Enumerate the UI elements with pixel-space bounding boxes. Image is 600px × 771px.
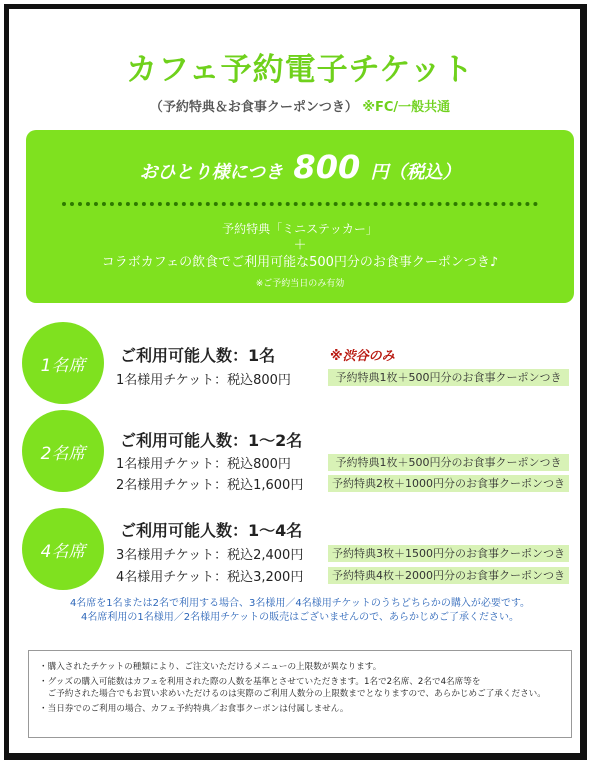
ticket-label: 3名様用チケット：税込2,400円 — [116, 548, 304, 563]
terms-box — [28, 650, 572, 738]
ticket-label: 1名様用チケット：税込800円 — [116, 457, 291, 472]
section-title-3: ご利用可能人数：1〜4名 — [120, 521, 303, 540]
shibuya-only-note: ※渋谷のみ — [330, 349, 395, 364]
price-value: 800 — [293, 148, 361, 186]
price-line — [26, 148, 574, 186]
ticket-bonus-tag: 予約特典1枚＋500円分のお食事クーポンつき — [328, 454, 569, 471]
ticket-label: 1名様用チケット：税込800円 — [116, 373, 291, 388]
dotted-divider — [62, 202, 538, 206]
seat-circle-4: 4名席 — [22, 508, 104, 590]
terms-line: ご予約された場合でもお買い求めいただけるのは実際のご利用人数分の上限数までとなりますので、あらかじめご了承ください。 — [39, 688, 546, 699]
terms-line: ・グッズの購入可能数はカフェを利用された際の人数を基準とさせていただきます。1名で2名席、2名で4名席等を — [39, 676, 481, 687]
ticket-bonus-tag: 予約特典2枚＋1000円分のお食事クーポンつき — [328, 475, 569, 492]
page-subtitle — [0, 96, 600, 115]
price-suffix: 円（税込） — [370, 162, 461, 183]
subtitle-main: （予約特典＆お食事クーポンつき） — [149, 100, 358, 115]
four-seat-note-2: 4名席利用の1名様用／2名様用チケットの販売はございませんので、あらかじめご了承ください。 — [81, 612, 519, 623]
section-title-1: ご利用可能人数：1名 — [120, 346, 276, 365]
price-banner — [26, 130, 574, 303]
plus-sign: ＋ — [293, 238, 307, 253]
terms-line: ・購入されたチケットの種類により、ご注文いただけるメニューの上限数が異なります。 — [39, 662, 382, 672]
ticket-bonus-tag: 予約特典1枚＋500円分のお食事クーポンつき — [328, 369, 569, 386]
ticket-bonus-tag: 予約特典3枚＋1500円分のお食事クーポンつき — [328, 545, 569, 562]
four-seat-note-1: 4名席を1名または2名で利用する場合、3名様用／4名様用チケットのうちどちらかの購入が必要です。 — [69, 598, 531, 609]
ticket-label: 2名様用チケット：税込1,600円 — [116, 478, 304, 493]
terms-line: ・当日券でのご利用の場合、カフェ予約特典／お食事クーポンは付属しません。 — [39, 703, 349, 714]
seat-circle-2: 2名席 — [22, 410, 104, 492]
price-prefix: おひとり様につき — [139, 162, 284, 183]
subtitle-note: ※FC/一般共通 — [362, 100, 451, 115]
page-title: カフェ予約電子チケット — [126, 52, 474, 88]
ticket-bonus-tag: 予約特典4枚＋2000円分のお食事クーポンつき — [328, 567, 569, 584]
section-title-2: ご利用可能人数：1〜2名 — [120, 431, 303, 450]
bonus-line: 予約特典「ミニステッカー」 — [222, 222, 378, 236]
ticket-label: 4名様用チケット：税込3,200円 — [116, 570, 304, 585]
validity-note: ※ご予約当日のみ有効 — [255, 279, 345, 289]
seat-circle-1: 1名席 — [22, 322, 104, 404]
coupon-line: コラボカフェの飲食でご利用可能な500円分のお食事クーポンつき♪ — [101, 255, 499, 270]
